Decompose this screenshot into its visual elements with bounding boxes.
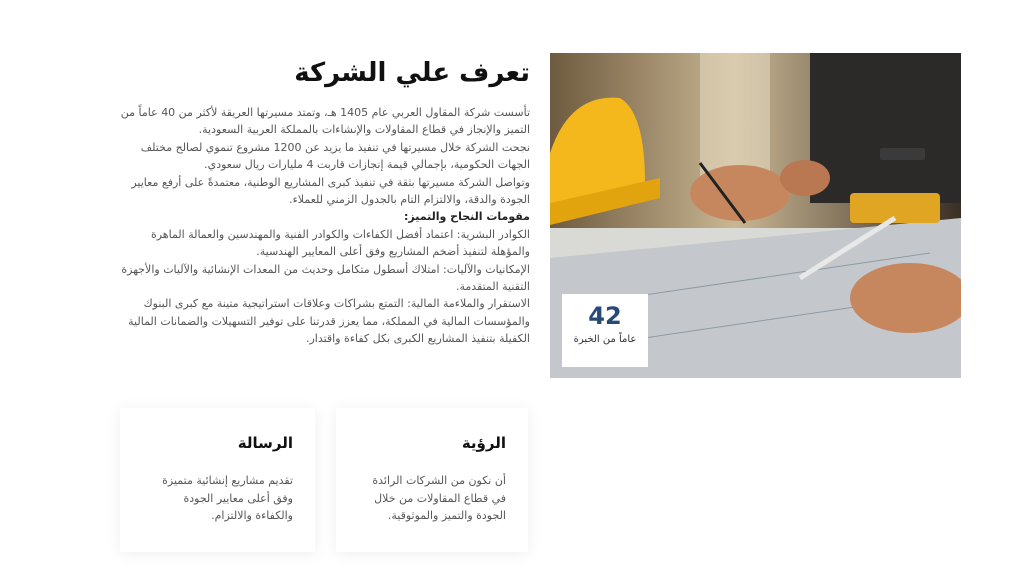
mission-title: الرسالة — [237, 434, 293, 452]
experience-badge — [562, 294, 648, 367]
experience-number: 42 — [588, 302, 622, 330]
vision-card — [336, 408, 528, 552]
vision-text: أن نكون من الشركات الرائدة في قطاع المقاولات من خلال الجودة والتميز والموثوقية. — [372, 474, 506, 522]
about-title: تعرف علي الشركة — [294, 58, 530, 88]
mission-card — [120, 408, 315, 552]
experience-label: عاماً من الخبرة — [573, 334, 637, 345]
about-paragraph: نجحت الشركة خلال مسيرتها في تنفيذ ما يزيد عن 1200 مشروع تنموي لصالح مختلف الجهات الحكومية، بإجمالي قيمة إنجازات قاربت 4 مليارات ريال سعودي. — [140, 140, 530, 172]
about-description — [120, 104, 530, 348]
success-item: الإمكانيات والآليات: امتلاك أسطول متكامل وحديث من المعدات الإنشائية والآليات والأجهزة التقنية المتقدمة. — [121, 262, 530, 294]
success-heading: مقومات النجاح والتميز: — [404, 210, 530, 224]
about-paragraph: وتواصل الشركة مسيرتها بثقة في تنفيذ كبرى المشاريع الوطنية، معتمدةً على أرفع معايير الجودة والدقة، والالتزام التام بالجدول الزمني للعملاء. — [131, 175, 530, 207]
success-item: الاستقرار والملاءمة المالية: التمتع بشراكات وعلاقات استراتيجية متينة مع كبرى البنوك والمؤسسات المالية في المملكة، مما يعزز قدرتنا على توفير التسهيلات والضمانات المالية الكفيلة بتنفيذ المشاريع الكبرى بكل كفاءة واقتدار. — [128, 297, 530, 346]
mission-text: تقديم مشاريع إنشائية متميزة وفق أعلى معايير الجودة والكفاءة والالتزام. — [162, 474, 293, 522]
success-item: الكوادر البشرية: اعتماد أفضل الكفاءات والكوادر الفنية والمهندسين والعمالة الماهرة والمؤهلة لتنفيذ أضخم المشاريع وفق أعلى المعايير الهندسية. — [150, 227, 530, 259]
about-paragraph: تأسست شركة المقاول العربي عام 1405 هـ، وتمتد مسيرتها العريقة لأكثر من 40 عاماً من التميز والإنجاز في قطاع المقاولات والإنشاءات بالمملكة العربية السعودية. — [120, 106, 530, 137]
vision-title: الرؤية — [461, 434, 506, 452]
